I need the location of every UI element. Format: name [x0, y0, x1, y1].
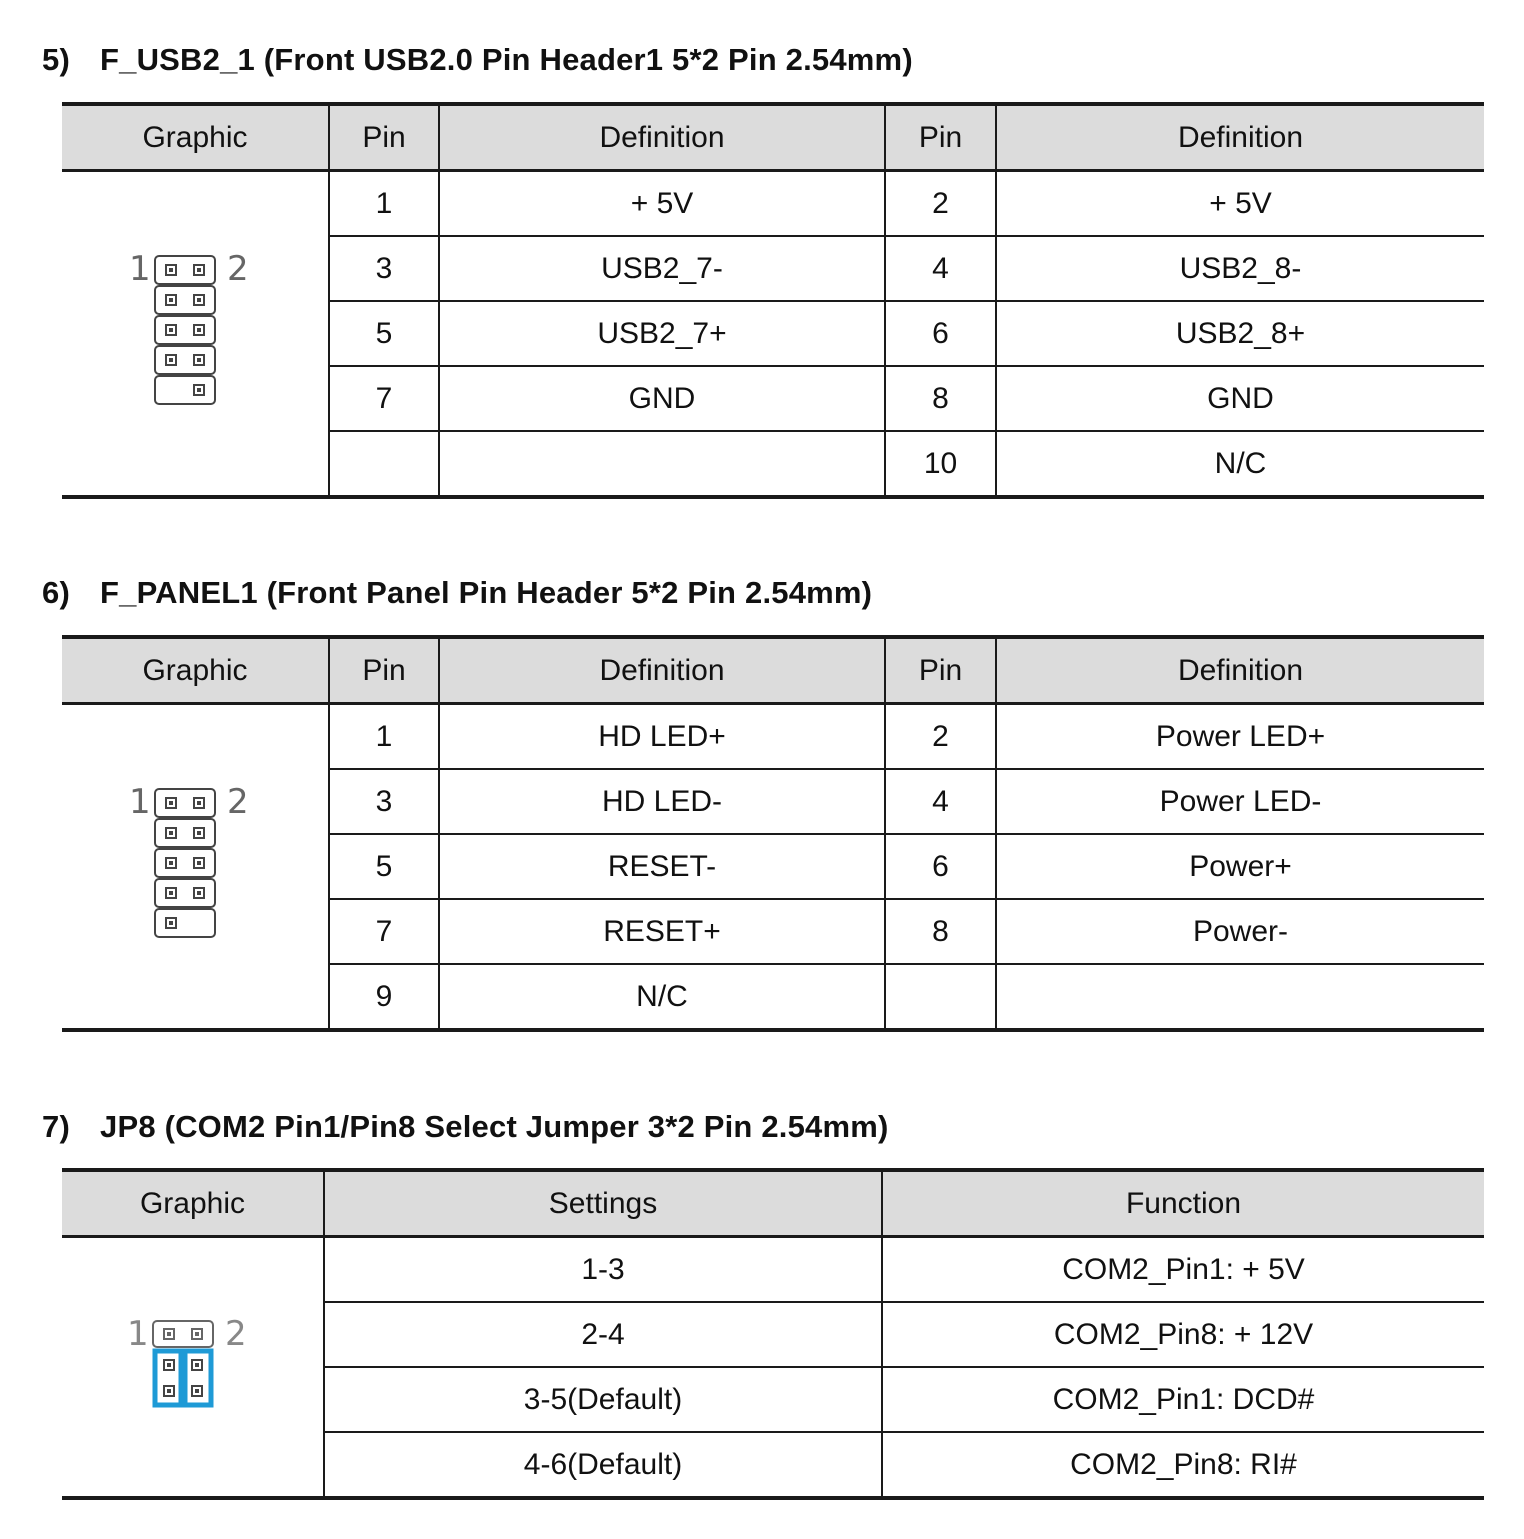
pin-definition: Power LED+: [996, 704, 1484, 770]
section-title-text: JP8 (COM2 Pin1/Pin8 Select Jumper 3*2 Pin 2.54mm): [100, 1109, 889, 1144]
table-row: [62, 1237, 1484, 1303]
pin-number: [329, 431, 439, 497]
section-title-5: [42, 42, 913, 78]
pin-definition: USB2_8+: [996, 301, 1484, 366]
header-pin: Pin: [329, 637, 439, 704]
pin-label-left: 1: [126, 1317, 149, 1354]
header-definition: Definition: [996, 637, 1484, 704]
jumper-function: COM2_Pin8: + 12V: [882, 1302, 1484, 1367]
pin-definition: [996, 964, 1484, 1030]
pin-definition: USB2_7+: [439, 301, 885, 366]
table-row: [62, 171, 1484, 237]
section-title-text: F_PANEL1 (Front Panel Pin Header 5*2 Pin 2.54mm): [100, 575, 873, 610]
pin-definition: USB2_8-: [996, 236, 1484, 301]
pin-definition: + 5V: [996, 171, 1484, 237]
pin-definition: GND: [439, 366, 885, 431]
table-header-row: [62, 104, 1484, 171]
jumper-setting: 2-4: [324, 1302, 882, 1367]
header-settings: Settings: [324, 1170, 882, 1237]
f-panel1-pin-table: [62, 635, 1484, 1032]
pin-number: 1: [329, 171, 439, 237]
pin-label-right: 2: [227, 253, 249, 289]
table-header-row: [62, 637, 1484, 704]
pin-definition: RESET-: [439, 834, 885, 899]
pin-number: 8: [885, 899, 996, 964]
pin-definition: [439, 431, 885, 497]
pin-definition: N/C: [439, 964, 885, 1030]
pin-definition: + 5V: [439, 171, 885, 237]
section-title-7: [42, 1109, 889, 1145]
section-number: 6): [42, 575, 70, 610]
pin-label-right: 2: [224, 1317, 247, 1354]
header-function: Function: [882, 1170, 1484, 1237]
pin-label-left: 1: [129, 253, 151, 289]
pin-number: 7: [329, 899, 439, 964]
pin-number: 3: [329, 769, 439, 834]
pin-number: 6: [885, 301, 996, 366]
section-number: 7): [42, 1109, 70, 1144]
jumper-3x2-icon: [123, 1317, 263, 1417]
graphic-cell: [62, 1237, 324, 1499]
header-graphic: Graphic: [62, 104, 329, 171]
pin-definition: HD LED-: [439, 769, 885, 834]
pin-definition: Power-: [996, 899, 1484, 964]
header-graphic: Graphic: [62, 1170, 324, 1237]
pin-number: 3: [329, 236, 439, 301]
pin-number: 5: [329, 834, 439, 899]
header-definition: Definition: [439, 637, 885, 704]
jp8-jumper-table: [62, 1168, 1484, 1500]
pin-number: 4: [885, 236, 996, 301]
header-graphic: Graphic: [62, 637, 329, 704]
pin-definition: RESET+: [439, 899, 885, 964]
jumper-setting: 3-5(Default): [324, 1367, 882, 1432]
pin-number: 1: [329, 704, 439, 770]
graphic-cell: [62, 171, 329, 498]
pin-header-5x2-icon: [125, 254, 265, 414]
section-number: 5): [42, 42, 70, 77]
section-title-text: F_USB2_1 (Front USB2.0 Pin Header1 5*2 Pin 2.54mm): [100, 42, 913, 77]
header-pin: Pin: [885, 637, 996, 704]
table-row: [62, 704, 1484, 770]
pin-number: 5: [329, 301, 439, 366]
table-header-row: [62, 1170, 1484, 1237]
header-definition: Definition: [996, 104, 1484, 171]
pin-definition: HD LED+: [439, 704, 885, 770]
jumper-setting: 4-6(Default): [324, 1432, 882, 1498]
pin-number: 2: [885, 704, 996, 770]
pin-definition: USB2_7-: [439, 236, 885, 301]
header-pin: Pin: [329, 104, 439, 171]
pin-definition: GND: [996, 366, 1484, 431]
jumper-setting: 1-3: [324, 1237, 882, 1303]
section-title-6: [42, 575, 872, 611]
header-pin: Pin: [885, 104, 996, 171]
graphic-cell: [62, 704, 329, 1031]
pin-header-5x2-icon: [125, 787, 265, 947]
header-definition: Definition: [439, 104, 885, 171]
pin-number: 9: [329, 964, 439, 1030]
pin-definition: N/C: [996, 431, 1484, 497]
pin-number: 2: [885, 171, 996, 237]
pin-number: 10: [885, 431, 996, 497]
pin-number: 8: [885, 366, 996, 431]
pin-label-left: 1: [129, 786, 151, 822]
pin-number: [885, 964, 996, 1030]
jumper-function: COM2_Pin1: + 5V: [882, 1237, 1484, 1303]
pin-number: 7: [329, 366, 439, 431]
pin-number: 4: [885, 769, 996, 834]
f-usb2-1-pin-table: [62, 102, 1484, 499]
pin-label-right: 2: [227, 786, 249, 822]
pin-number: 6: [885, 834, 996, 899]
pin-definition: Power LED-: [996, 769, 1484, 834]
jumper-function: COM2_Pin8: RI#: [882, 1432, 1484, 1498]
jumper-function: COM2_Pin1: DCD#: [882, 1367, 1484, 1432]
pin-definition: Power+: [996, 834, 1484, 899]
